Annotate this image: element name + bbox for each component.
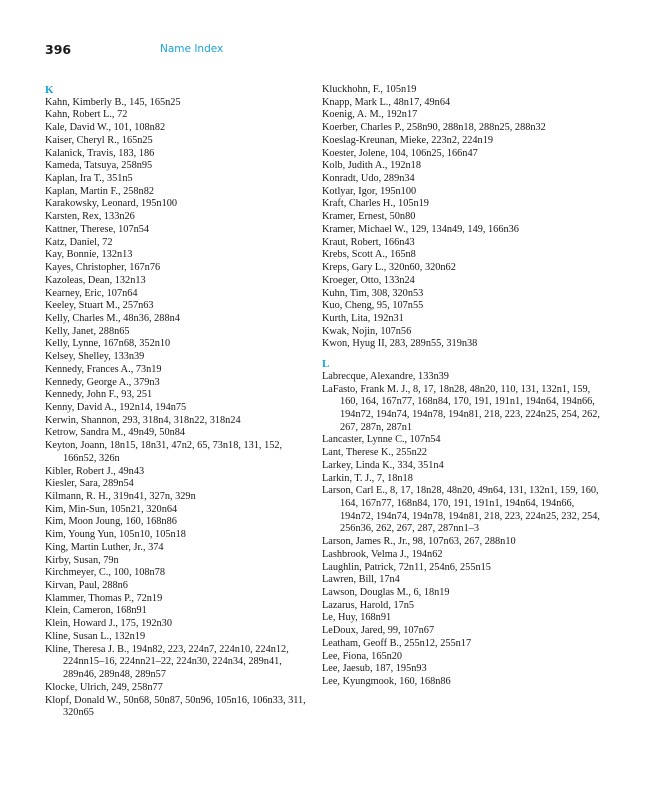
index-entry: Lee, Fiona, 165n20 bbox=[322, 650, 403, 662]
index-entry: Kaiser, Cheryl R., 165n25 bbox=[45, 134, 153, 146]
index-column-right bbox=[322, 84, 604, 689]
index-entry: Katz, Daniel, 72 bbox=[45, 236, 113, 248]
index-entry: Lancaster, Lynne C., 107n54 bbox=[322, 434, 441, 446]
index-entry: Kazoleas, Dean, 132n13 bbox=[45, 274, 146, 286]
index-entry: Kim, Young Yun, 105n10, 105n18 bbox=[45, 529, 186, 541]
index-entry: Kirchmeyer, C., 100, 108n78 bbox=[45, 567, 165, 579]
index-entry: Lee, Kyungmook, 160, 168n86 bbox=[322, 676, 451, 688]
section-letter-l: L bbox=[322, 358, 330, 371]
index-entry: Kelly, Janet, 288n65 bbox=[45, 325, 130, 337]
section-gap bbox=[322, 351, 604, 358]
index-entry: Ketrow, Sandra M., 49n49, 50n84 bbox=[45, 427, 186, 439]
index-entry: Kibler, Robert J., 49n43 bbox=[45, 465, 145, 477]
index-entry: Kennedy, Frances A., 73n19 bbox=[45, 363, 162, 375]
index-entry: Kraut, Robert, 166n43 bbox=[322, 236, 415, 248]
index-entry: Kameda, Tatsuya, 258n95 bbox=[45, 160, 153, 172]
index-entry: Koerber, Charles P., 258n90, 288n18, 288n25, 288n32 bbox=[322, 122, 546, 134]
index-entry: Larson, James R., Jr., 98, 107n63, 267, 288n10 bbox=[322, 536, 516, 548]
index-entry: Lawren, Bill, 17n4 bbox=[322, 574, 400, 586]
index-entry: Lee, Jaesub, 187, 195n93 bbox=[322, 663, 427, 675]
index-entry: Kwon, Hyug II, 283, 289n55, 319n38 bbox=[322, 338, 478, 350]
index-entry: Kroeger, Otto, 133n24 bbox=[322, 274, 415, 286]
index-entry: Kirvan, Paul, 288n6 bbox=[45, 580, 128, 592]
entry-list-l bbox=[322, 371, 604, 689]
index-entry: Knapp, Mark L., 48n17, 49n64 bbox=[322, 96, 451, 108]
index-entry: Karakowsky, Leonard, 195n100 bbox=[45, 198, 178, 210]
index-column-left bbox=[45, 84, 307, 720]
index-entry: Kennedy, George A., 379n3 bbox=[45, 376, 160, 388]
section-letter-k: K bbox=[45, 84, 54, 96]
index-entry: Kennedy, John F., 93, 251 bbox=[45, 389, 153, 401]
index-entry: Krebs, Scott A., 165n8 bbox=[322, 249, 416, 261]
index-entry: Kuhn, Tim, 308, 320n53 bbox=[322, 287, 424, 299]
index-entry: Klammer, Thomas P., 72n19 bbox=[45, 592, 163, 604]
index-entry: Kurth, Lita, 192n31 bbox=[322, 312, 404, 324]
index-entry: Kirby, Susan, 79n bbox=[45, 554, 119, 566]
index-entry: Lawson, Douglas M., 6, 18n19 bbox=[322, 587, 450, 599]
index-entry: Kalanick, Travis, 183, 186 bbox=[45, 147, 155, 159]
index-entry: Kayes, Christopher, 167n76 bbox=[45, 262, 161, 274]
index-entry: Kelsey, Shelley, 133n39 bbox=[45, 351, 145, 363]
index-entry: Kaplan, Ira T., 351n5 bbox=[45, 173, 133, 185]
index-entry: Klein, Howard J., 175, 192n30 bbox=[45, 618, 172, 630]
index-entry: Kim, Min-Sun, 105n21, 320n64 bbox=[45, 503, 178, 515]
index-entry: Kotlyar, Igor, 195n100 bbox=[322, 185, 417, 197]
index-entry: Kenny, David A., 192n14, 194n75 bbox=[45, 401, 187, 413]
index-entry: Kline, Susan L., 132n19 bbox=[45, 630, 146, 642]
index-entry: Leatham, Geoff B., 255n12, 255n17 bbox=[322, 637, 472, 649]
index-entry: Klopf, Donald W., 50n68, 50n87, 50n96, 105n16, 106n33, 311, 320n65 bbox=[45, 694, 306, 719]
index-entry: Koeslag-Kreunan, Mieke, 223n2, 224n19 bbox=[322, 134, 494, 146]
index-entry: Laughlin, Patrick, 72n11, 254n6, 255n15 bbox=[322, 561, 491, 573]
index-entry: Kwak, Nojin, 107n56 bbox=[322, 325, 412, 337]
index-entry: Kahn, Kimberly B., 145, 165n25 bbox=[45, 96, 181, 108]
index-entry: Kerwin, Shannon, 293, 318n4, 318n22, 318n24 bbox=[45, 414, 241, 426]
index-entry: Konradt, Udo, 289n34 bbox=[322, 173, 415, 185]
running-head: Name Index bbox=[160, 43, 224, 55]
index-entry: Kramer, Ernest, 50n80 bbox=[322, 211, 416, 223]
index-entry: Kiesler, Sara, 289n54 bbox=[45, 478, 134, 490]
index-entry: Kraft, Charles H., 105n19 bbox=[322, 198, 429, 210]
index-entry: King, Martin Luther, Jr., 374 bbox=[45, 541, 164, 553]
index-entry: Le, Huy, 168n91 bbox=[322, 612, 392, 624]
index-entry: Larkey, Linda K., 334, 351n4 bbox=[322, 459, 444, 471]
index-entry: Kolb, Judith A., 192n18 bbox=[322, 160, 421, 172]
page-number: 396 bbox=[45, 42, 72, 57]
index-entry: Keeley, Stuart M., 257n63 bbox=[45, 300, 154, 312]
index-entry: Koester, Jolene, 104, 106n25, 166n47 bbox=[322, 147, 478, 159]
index-entry: Kilmann, R. H., 319n41, 327n, 329n bbox=[45, 491, 196, 502]
index-entry: Karsten, Rex, 133n26 bbox=[45, 211, 135, 223]
index-entry: Kaplan, Martin F., 258n82 bbox=[45, 185, 154, 197]
index-entry: Kreps, Gary L., 320n60, 320n62 bbox=[322, 262, 456, 274]
index-entry: Kay, Bonnie, 132n13 bbox=[45, 249, 133, 261]
index-entry: Klocke, Ulrich, 249, 258n77 bbox=[45, 681, 163, 693]
index-entry: Larkin, T. J., 7, 18n18 bbox=[322, 472, 413, 484]
index-entry: Kahn, Robert L., 72 bbox=[45, 109, 128, 121]
index-entry: Kearney, Eric, 107n64 bbox=[45, 287, 138, 299]
index-entry: Kelly, Lynne, 167n68, 352n10 bbox=[45, 338, 171, 350]
index-entry: Kim, Moon Joung, 160, 168n86 bbox=[45, 516, 177, 528]
index-entry: Kattner, Therese, 107n54 bbox=[45, 223, 150, 235]
index-entry: Kale, David W., 101, 108n82 bbox=[45, 122, 166, 134]
index-entry: Lazarus, Harold, 17n5 bbox=[322, 599, 415, 611]
index-entry: Kramer, Michael W., 129, 134n49, 149, 166n36 bbox=[322, 223, 519, 235]
index-entry: Kelly, Charles M., 48n36, 288n4 bbox=[45, 312, 180, 324]
index-entry: Labrecque, Alexandre, 133n39 bbox=[322, 370, 449, 382]
index-entry: Kline, Theresa J. B., 194n82, 223, 224n7, 224n10, 224n12, 224nn15–16, 224nn21–22, 224n30, 224n34, 289n41, 289n46, 289n48, 289n57 bbox=[45, 643, 289, 681]
index-entry: LaFasto, Frank M. J., 8, 17, 18n28, 48n20, 110, 131, 132n1, 159, 160, 164, 167n77, 168n84, 170, 191, 191n1, 194n64, 194n66, 194n72, 194n74, 194n78, 194n81, 218, 223, 224n25, 254, 262, 267, 287n, 287n1 bbox=[322, 383, 600, 433]
index-entry: Kuo, Cheng, 95, 107n55 bbox=[322, 300, 424, 312]
entry-list-k-left bbox=[45, 97, 307, 720]
index-entry: Klein, Cameron, 168n91 bbox=[45, 605, 147, 617]
index-entry: LeDoux, Jared, 99, 107n67 bbox=[322, 625, 435, 637]
index-entry: Lashbrook, Velma J., 194n62 bbox=[322, 548, 443, 560]
index-entry: Lant, Therese K., 255n22 bbox=[322, 447, 428, 459]
index-entry: Koenig, A. M., 192n17 bbox=[322, 109, 418, 121]
entry-list-k-right bbox=[322, 84, 604, 351]
index-entry: Kluckhohn, F., 105n19 bbox=[322, 84, 417, 95]
index-entry: Larson, Carl E., 8, 17, 18n28, 48n20, 49n64, 131, 132n1, 159, 160, 164, 167n77, 168n84, 170, 191, 191n1, 194n64, 194n66, 194n72, 194n74, 194n78, 194n81, 218, 223, 224n25, 232, 254, 256n36, 262, 267, 287, 287nn1–3 bbox=[322, 485, 600, 535]
index-entry: Keyton, Joann, 18n15, 18n31, 47n2, 65, 73n18, 131, 152, 166n52, 326n bbox=[45, 440, 283, 464]
